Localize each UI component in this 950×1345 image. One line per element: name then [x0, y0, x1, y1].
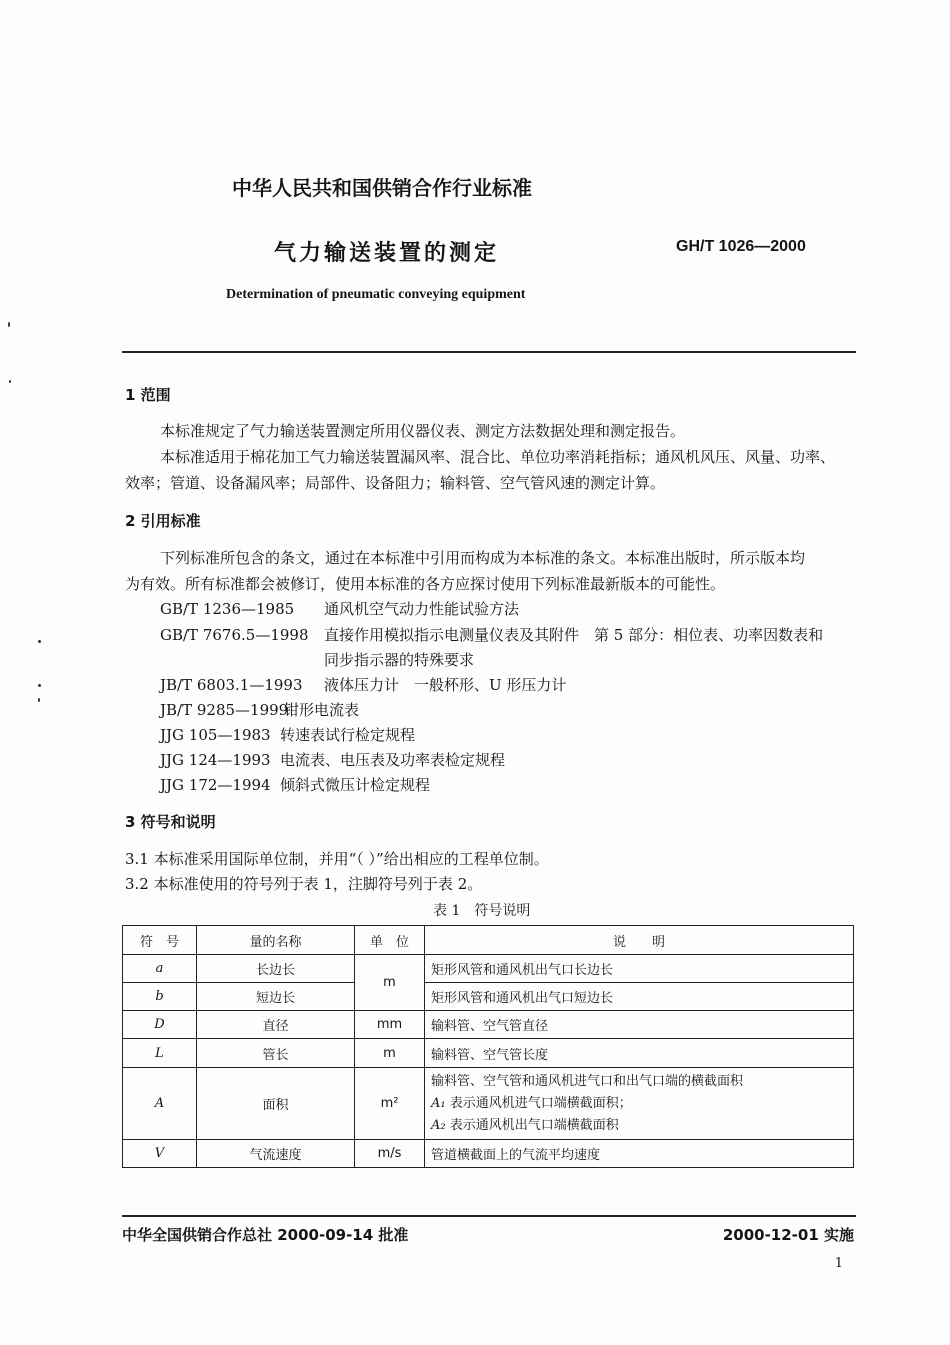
reference-item — [160, 672, 566, 698]
footer-divider — [122, 1215, 856, 1217]
name-cell: 气流速度 — [197, 1140, 355, 1168]
symbol-cell: D — [123, 1011, 197, 1039]
description-cell: 管道横截面上的气流平均速度 — [425, 1140, 854, 1168]
reference-item — [160, 772, 430, 798]
reference-title-continued: 同步指示器的特殊要求 — [324, 651, 475, 669]
table-header-row — [123, 926, 854, 955]
name-cell: 直径 — [197, 1011, 355, 1039]
section-1-heading: 1 范围 — [125, 386, 171, 404]
table-row — [123, 955, 854, 983]
description-cell: 矩形风管和通风机出气口短边长 — [425, 983, 854, 1011]
symbol-cell: V — [123, 1140, 197, 1168]
table-row — [123, 1068, 854, 1140]
name-cell: 管长 — [197, 1039, 355, 1068]
symbol-a1: A₁ — [431, 1095, 446, 1111]
scan-speck — [38, 698, 40, 702]
symbol-cell: b — [123, 983, 197, 1011]
name-cell: 长边长 — [197, 955, 355, 983]
unit-cell: m/s — [355, 1140, 425, 1168]
table-row — [123, 1039, 854, 1068]
reference-title: 直接作用模拟指示电测量仪表及其附件 第 5 部分：相位表、功率因数表和 — [324, 626, 824, 644]
clause-3-2: 3.2 本标准使用的符号列于表 1，注脚符号列于表 2。 — [125, 875, 483, 893]
description-cell: 输料管、空气管直径 — [425, 1011, 854, 1039]
clause-3-1: 3.1 本标准采用国际单位制，并用“（ ）”给出相应的工程单位制。 — [125, 850, 549, 868]
table-row — [123, 983, 854, 1011]
table-row — [123, 1011, 854, 1039]
description-line: A₂ 表示通风机出气口端横截面积 — [431, 1117, 619, 1133]
reference-title: 通风机空气动力性能试验方法 — [324, 600, 520, 618]
header-unit: 单 位 — [355, 926, 425, 955]
page-number: 1 — [834, 1256, 843, 1271]
section-1-paragraph-2-line-2: 效率；管道、设备漏风率；局部件、设备阻力；输料管、空气管风速的测定计算。 — [125, 474, 666, 492]
description-cell — [425, 1068, 854, 1140]
section-2-heading: 2 引用标准 — [125, 512, 201, 530]
english-title: Determination of pneumatic conveying equipment — [226, 287, 526, 302]
scan-speck — [9, 380, 11, 383]
section-1-paragraph-2-line-1: 本标准适用于棉花加工气力输送装置漏风率、混合比、单位功率消耗指标；通风机风压、风量、功率、 — [160, 448, 836, 466]
description-cell: 矩形风管和通风机出气口长边长 — [425, 955, 854, 983]
header-name: 量的名称 — [197, 926, 355, 955]
standard-category: 中华人民共和国供销合作行业标准 — [232, 176, 532, 200]
scan-speck — [38, 684, 41, 687]
section-1-paragraph-1: 本标准规定了气力输送装置测定所用仪器仪表、测定方法数据处理和测定报告。 — [160, 422, 686, 440]
reference-title: 电流表、电压表及功率表检定规程 — [280, 751, 506, 769]
reference-title: 倾斜式微压计检定规程 — [280, 776, 431, 794]
header-divider — [122, 351, 856, 353]
section-2-paragraph-line-2: 为有效。所有标准都会被修订，使用本标准的各方应探讨使用下列标准最新版本的可能性。 — [125, 575, 726, 593]
description-cell: 输料管、空气管长度 — [425, 1039, 854, 1068]
table-row — [123, 1140, 854, 1168]
unit-cell: m² — [355, 1068, 425, 1140]
reference-code: GB/T 7676.5—1998 — [160, 626, 309, 644]
reference-item — [160, 622, 823, 648]
symbol-a2: A₂ — [431, 1117, 446, 1133]
name-cell: 面积 — [197, 1068, 355, 1140]
reference-item — [160, 747, 505, 773]
scan-speck — [8, 322, 10, 327]
symbol-cell: a — [123, 955, 197, 983]
standard-code: GH/T 1026—2000 — [676, 238, 806, 255]
description-line: 输料管、空气管和通风机进气口和出气口端的横截面积 — [431, 1073, 744, 1089]
symbol-cell: L — [123, 1039, 197, 1068]
reference-title: 钳形电流表 — [284, 701, 360, 719]
reference-title: 转速表试行检定规程 — [280, 726, 416, 744]
reference-item — [160, 697, 359, 723]
header-description: 说 明 — [425, 926, 854, 955]
section-2-paragraph-line-1: 下列标准所包含的条文，通过在本标准中引用而构成为本标准的条文。本标准出版时，所示版本均 — [160, 549, 806, 567]
reference-code: JJG 172—1994 — [160, 776, 271, 794]
unit-cell: mm — [355, 1011, 425, 1039]
section-3-heading: 3 符号和说明 — [125, 813, 216, 831]
reference-code: JJG 105—1983 — [160, 726, 271, 744]
reference-code: JJG 124—1993 — [160, 751, 271, 769]
description-line: A₁ 表示通风机进气口端横截面积； — [431, 1095, 632, 1111]
table-caption: 表 1 符号说明 — [433, 903, 531, 919]
page-title: 气力输送装置的测定 — [274, 241, 500, 266]
reference-code: GB/T 1236—1985 — [160, 600, 295, 618]
reference-item — [160, 722, 415, 748]
symbol-table — [122, 925, 854, 1168]
unit-cell: m — [355, 955, 425, 1011]
header-symbol: 符 号 — [123, 926, 197, 955]
reference-code: JB/T 9285—1999 — [160, 701, 289, 719]
symbol-cell: A — [123, 1068, 197, 1140]
reference-code: JB/T 6803.1—1993 — [160, 676, 303, 694]
scan-speck — [38, 640, 41, 643]
implementation-date: 2000-12-01 实施 — [722, 1226, 854, 1244]
name-cell: 短边长 — [197, 983, 355, 1011]
reference-item — [160, 596, 519, 622]
unit-cell: m — [355, 1039, 425, 1068]
reference-title: 液体压力计 一般杯形、U 形压力计 — [324, 676, 567, 694]
approval-text: 中华全国供销合作总社 2000-09-14 批准 — [122, 1226, 409, 1244]
